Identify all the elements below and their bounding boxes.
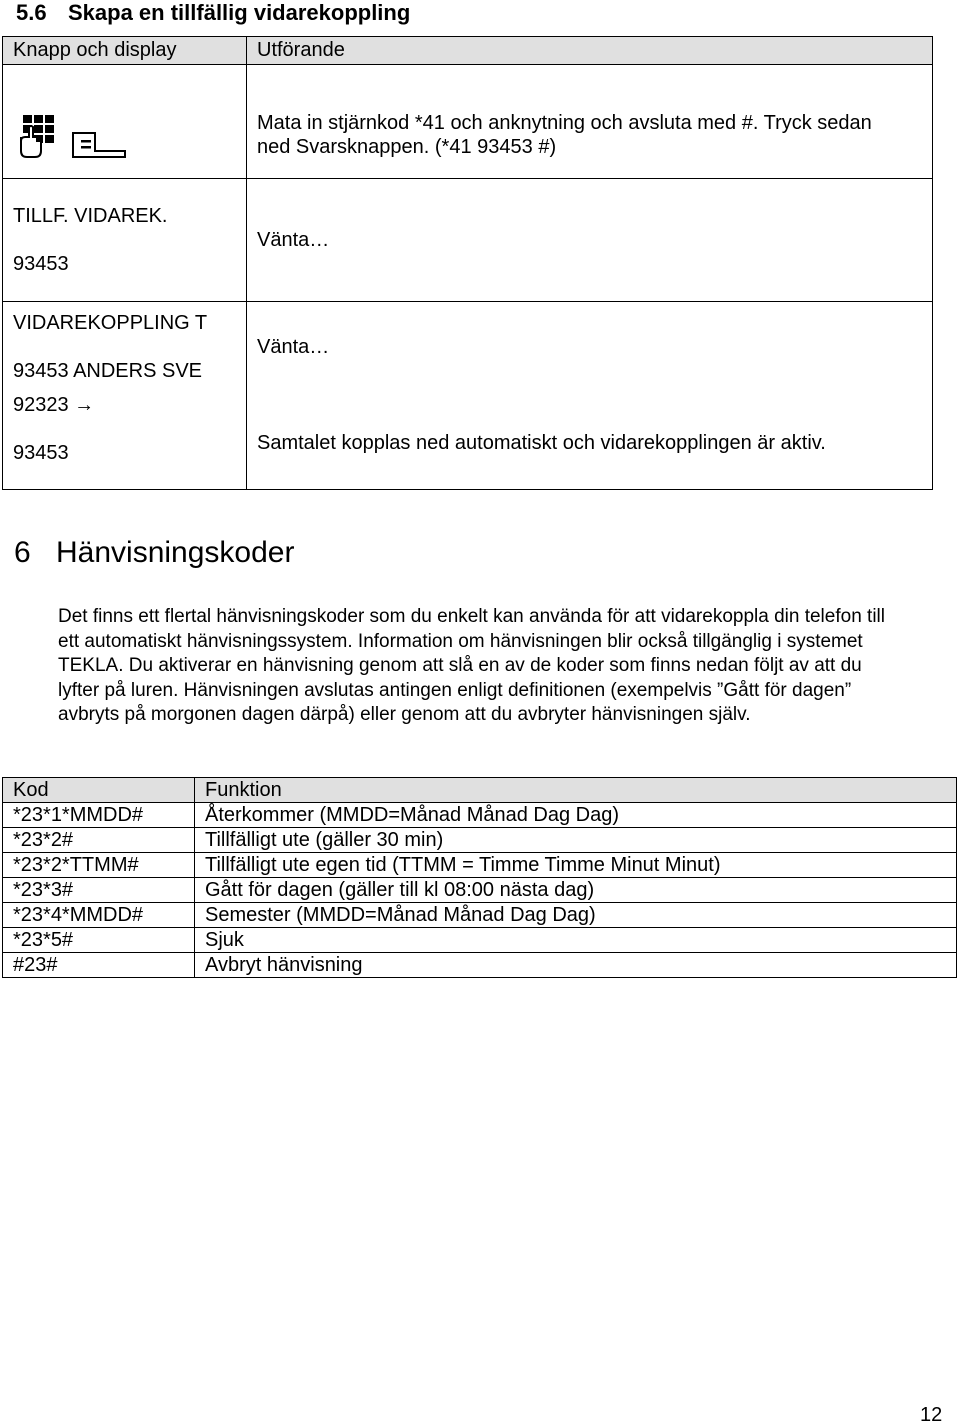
- header-buttons-label: Knapp och display: [13, 39, 177, 61]
- header-cell-execution: [247, 37, 933, 65]
- section-number: 5.6: [16, 0, 47, 25]
- function-cell: Gått för dagen (gäller till kl 08:00 nästa dag): [195, 878, 957, 903]
- codes-table: [2, 777, 957, 978]
- code-cell: *23*2#: [3, 828, 195, 853]
- action-cell: [247, 302, 933, 490]
- function-cell: Sjuk: [195, 928, 957, 953]
- codes-header-row: [3, 778, 957, 803]
- table-row: [3, 953, 957, 978]
- table-row: [3, 878, 957, 903]
- display-text-line2: 93453 ANDERS SVE: [13, 360, 202, 382]
- function-cell: Återkommer (MMDD=Månad Månad Dag Dag): [195, 803, 957, 828]
- chapter-title: Hänvisningskoder: [56, 536, 295, 569]
- code-cell: *23*3#: [3, 878, 195, 903]
- section-heading: [16, 0, 410, 26]
- icon-cell: [3, 65, 247, 179]
- function-cell: Semester (MMDD=Månad Månad Dag Dag): [195, 903, 957, 928]
- chapter-heading: [14, 536, 294, 570]
- section-title: Skapa en tillfällig vidarekoppling: [68, 0, 411, 25]
- procedure-row: [3, 65, 933, 179]
- table-row: [3, 853, 957, 878]
- procedure-table: [2, 36, 933, 490]
- table-row: [3, 928, 957, 953]
- table-row: [3, 828, 957, 853]
- display-cell: [3, 179, 247, 302]
- function-cell: Tillfälligt ute egen tid (TTMM = Timme Timme Minut Minut): [195, 853, 957, 878]
- page-number: 12: [920, 1404, 943, 1426]
- header-function: Funktion: [195, 778, 957, 803]
- display-text-line3: 92323 →: [13, 394, 95, 416]
- code-cell: #23#: [3, 953, 195, 978]
- action-cell: [247, 179, 933, 302]
- display-text-line1: TILLF. VIDAREK.: [13, 205, 168, 227]
- chapter-number: 6: [14, 536, 31, 569]
- table-row: [3, 903, 957, 928]
- handset-icon: [73, 133, 125, 157]
- display-text-line4: 93453: [13, 442, 69, 464]
- instruction-text-line2: ned Svarsknappen. (*41 93453 #): [257, 136, 557, 158]
- code-cell: *23*4*MMDD#: [3, 903, 195, 928]
- function-cell: Tillfälligt ute (gäller 30 min): [195, 828, 957, 853]
- instruction-text-line1: Mata in stjärnkod *41 och anknytning och avsluta med #. Tryck sedan: [257, 112, 872, 134]
- table-row: [3, 803, 957, 828]
- header-cell-buttons: [3, 37, 247, 65]
- header-execution-label: Utförande: [257, 39, 345, 61]
- action-text: Samtalet kopplas ned automatiskt och vidarekopplingen är aktiv.: [257, 432, 826, 454]
- display-cell: [3, 302, 247, 490]
- code-cell: *23*5#: [3, 928, 195, 953]
- code-cell: *23*1*MMDD#: [3, 803, 195, 828]
- action-text: Vänta…: [257, 336, 330, 358]
- function-cell: Avbryt hänvisning: [195, 953, 957, 978]
- display-text-line2: 93453: [13, 253, 69, 275]
- procedure-row: [3, 179, 933, 302]
- body-paragraph: Det finns ett flertal hänvisningskoder som du enkelt kan använda för att vidarekoppla din telefon till ett automatiskt hänvisningssystem. Information om hänvisningen blir också tillgänglig i systemet TEKLA. Du aktiverar en hänvisning genom att slå en av de koder som finns nedan följt av att du lyfter på luren. Hänvisningen avslutas antingen enligt definitionen (exempelvis ”Gått för dagen” avbryts på morgonen dagen därpå) eller genom att du avbryter hänvisningen själv.: [58, 606, 885, 725]
- display-text-line1: VIDAREKOPPLING T: [13, 312, 208, 334]
- action-text: Vänta…: [257, 229, 330, 251]
- code-cell: *23*2*TTMM#: [3, 853, 195, 878]
- procedure-header-row: [3, 37, 933, 65]
- instruction-cell: [247, 65, 933, 179]
- keypad-hand-icon: [17, 113, 129, 161]
- header-code: Kod: [3, 778, 195, 803]
- procedure-row: [3, 302, 933, 490]
